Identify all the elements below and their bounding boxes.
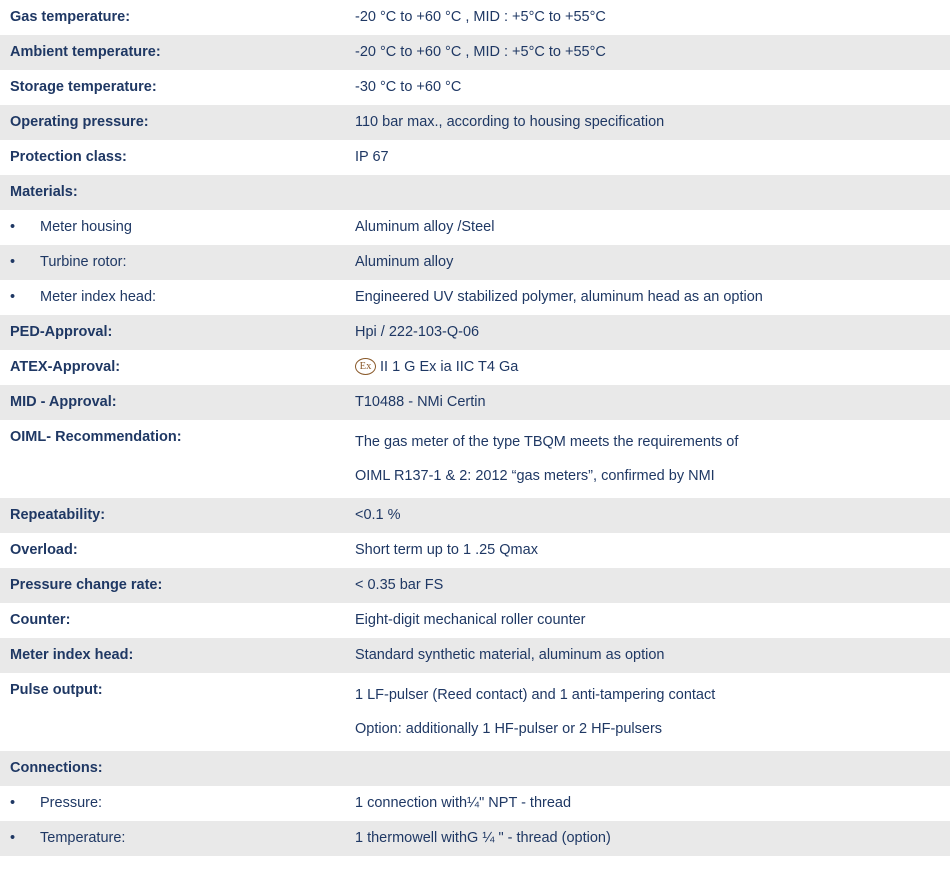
- table-row: [0, 140, 950, 175]
- table-row: [0, 568, 950, 603]
- spec-value-cell: [345, 786, 950, 821]
- table-row: [0, 315, 950, 350]
- spec-value-line: 1 connection with¼" NPT - thread: [355, 795, 572, 811]
- spec-label-text: Pressure change rate:: [10, 577, 163, 593]
- bullet-label: [0, 210, 345, 245]
- bullet-icon: •: [10, 219, 16, 235]
- spec-value-cell: [345, 821, 950, 856]
- spec-label-cell: [0, 603, 345, 638]
- spec-value-cell: [345, 280, 950, 315]
- spec-label-text: Connections:: [10, 760, 103, 776]
- spec-label-text: [0, 856, 345, 872]
- spec-value-line: Option: additionally 1 HF-pulser or 2 HF-pulsers: [355, 721, 663, 737]
- table-row: [0, 280, 950, 315]
- spec-value-text: [345, 175, 950, 191]
- spec-value-cell: [345, 751, 950, 786]
- spec-value-cell: [345, 70, 950, 105]
- spec-label-cell: [0, 821, 345, 856]
- spec-label-cell: [0, 673, 345, 751]
- spec-value-line: Hpi / 222-103-Q-06: [355, 324, 480, 340]
- spec-value-text: [345, 245, 950, 280]
- spec-value-text: [345, 568, 950, 603]
- spec-value-cell: [345, 245, 950, 280]
- spec-label-cell: [0, 175, 345, 210]
- table-row: [0, 245, 950, 280]
- spec-value-cell: [345, 175, 950, 210]
- spec-value-line: II 1 G Ex ia IIC T4 Ga: [380, 359, 519, 375]
- spec-label-text: OIML- Recommendation:: [10, 429, 182, 445]
- spec-label-text: ATEX-Approval:: [10, 359, 121, 375]
- spec-label-text: Pulse output:: [10, 682, 103, 698]
- spec-value-cell: [345, 498, 950, 533]
- spec-label-text: Meter housing: [40, 219, 132, 235]
- spec-label-text: Protection class:: [10, 149, 127, 165]
- spec-label-text: Turbine rotor:: [40, 254, 127, 270]
- spec-value-cell: [345, 350, 950, 385]
- spec-value-cell: [345, 420, 950, 498]
- spec-label-text: Operating pressure:: [10, 114, 149, 130]
- spec-value-cell: [345, 105, 950, 140]
- spec-value-cell: [345, 210, 950, 245]
- spec-label-text: Repeatability:: [10, 507, 106, 523]
- spec-value-line: Short term up to 1 .25 Qmax: [355, 542, 538, 558]
- spec-label-cell: [0, 0, 345, 35]
- spec-value-text: [345, 673, 950, 751]
- spec-label-text: Counter:: [10, 612, 71, 628]
- table-row: [0, 533, 950, 568]
- bullet-label: [0, 786, 345, 821]
- spec-value-line: Aluminum alloy: [355, 254, 454, 270]
- spec-label-text: Gas temperature:: [10, 9, 131, 25]
- spec-label-text: Meter index head:: [10, 647, 134, 663]
- spec-label-text: Storage temperature:: [10, 79, 157, 95]
- spec-value-cell: [345, 856, 950, 891]
- spec-value-line: Eight-digit mechanical roller counter: [355, 612, 586, 628]
- spec-value-cell: [345, 568, 950, 603]
- spec-value-text: [345, 210, 950, 245]
- spec-label-cell: [0, 70, 345, 105]
- table-row: [0, 603, 950, 638]
- spec-value-line: 1 thermowell withG ¼ " - thread (option): [355, 830, 611, 846]
- spec-label-cell: [0, 751, 345, 786]
- spec-label-cell: [0, 350, 345, 385]
- table-row: [0, 385, 950, 420]
- bullet-label: [0, 821, 345, 856]
- spec-value-line: The gas meter of the type TBQM meets the requirements of: [355, 434, 739, 450]
- spec-value-text: [345, 105, 950, 140]
- spec-value-line: 110 bar max., according to housing specification: [355, 114, 665, 130]
- spec-label-cell: [0, 140, 345, 175]
- spec-label-cell: [0, 498, 345, 533]
- bullet-icon: •: [10, 795, 16, 811]
- spec-label-cell: [0, 210, 345, 245]
- table-row: [0, 70, 950, 105]
- table-row: [0, 0, 950, 35]
- spec-label-text: Ambient temperature:: [10, 44, 161, 60]
- spec-value-cell: [345, 603, 950, 638]
- table-row: [0, 498, 950, 533]
- spec-value-text: [345, 533, 950, 568]
- spec-value-cell: [345, 315, 950, 350]
- table-row: [0, 751, 950, 786]
- spec-value-cell: [345, 533, 950, 568]
- spec-label-cell: [0, 105, 345, 140]
- spec-value-line: 1 LF-pulser (Reed contact) and 1 anti-tampering contact: [355, 687, 716, 703]
- spec-value-cell: [345, 673, 950, 751]
- spec-value-cell: [345, 638, 950, 673]
- spec-label-cell: [0, 638, 345, 673]
- spec-value-text: [345, 315, 950, 350]
- table-row: [0, 175, 950, 210]
- bullet-icon: •: [10, 830, 16, 846]
- spec-label-cell: [0, 533, 345, 568]
- spec-value-text: [345, 385, 950, 420]
- spec-value-text: [345, 638, 950, 673]
- bullet-label: [0, 245, 345, 280]
- spec-value-text: [345, 603, 950, 638]
- table-row: [0, 856, 950, 891]
- bullet-icon: •: [10, 254, 16, 270]
- spec-value-text: [345, 821, 950, 856]
- spec-value-line: Standard synthetic material, aluminum as option: [355, 647, 665, 663]
- table-row: [0, 105, 950, 140]
- spec-label-cell: [0, 245, 345, 280]
- table-row: [0, 786, 950, 821]
- spec-value-text: [345, 70, 950, 105]
- spec-value-line: Aluminum alloy /Steel: [355, 219, 495, 235]
- spec-value-text: [345, 498, 950, 533]
- table-row: [0, 210, 950, 245]
- spec-label-cell: [0, 315, 345, 350]
- spec-value-line: < 0.35 bar FS: [355, 577, 444, 593]
- spec-value-line: IP 67: [355, 149, 389, 165]
- spec-value-line: -20 °C to +60 °C , MID : +5°C to +55°C: [355, 44, 606, 60]
- spec-label-cell: [0, 856, 345, 891]
- spec-label-text: PED-Approval:: [10, 324, 113, 340]
- spec-value-line: Engineered UV stabilized polymer, aluminum head as an option: [355, 289, 763, 305]
- spec-value-text: [345, 280, 950, 315]
- spec-label-text: MID - Approval:: [10, 394, 117, 410]
- spec-value-text: [345, 350, 950, 385]
- table-row: [0, 350, 950, 385]
- spec-value-text: [345, 35, 950, 70]
- spec-label-cell: [0, 786, 345, 821]
- spec-label-text: Meter index head:: [40, 289, 157, 305]
- table-row: [0, 420, 950, 498]
- spec-value-cell: [345, 140, 950, 175]
- spec-label-text: Temperature:: [40, 830, 126, 846]
- spec-value-cell: [345, 0, 950, 35]
- spec-label-cell: [0, 280, 345, 315]
- spec-value-line: T10488 - NMi Certin: [355, 394, 486, 410]
- table-row: [0, 673, 950, 751]
- spec-value-text: [345, 856, 950, 872]
- spec-label-text: Overload:: [10, 542, 78, 558]
- spec-label-text: Pressure:: [40, 795, 103, 811]
- spec-value-text: [345, 786, 950, 821]
- ex-atex-icon: Ex: [355, 358, 376, 375]
- table-row: [0, 821, 950, 856]
- table-row: [0, 35, 950, 70]
- bullet-label: [0, 280, 345, 315]
- spec-label-cell: [0, 420, 345, 498]
- spec-value-line: OIML R137-1 & 2: 2012 “gas meters”, confirmed by NMI: [355, 468, 715, 484]
- bullet-icon: •: [10, 289, 16, 305]
- spec-value-text: [345, 420, 950, 498]
- spec-label-cell: [0, 385, 345, 420]
- spec-label-cell: [0, 568, 345, 603]
- spec-label-cell: [0, 35, 345, 70]
- spec-value-line: -30 °C to +60 °C: [355, 79, 462, 95]
- spec-value-text: [345, 0, 950, 35]
- spec-value-line: <0.1 %: [355, 507, 401, 523]
- spec-value-cell: [345, 385, 950, 420]
- spec-value-line: -20 °C to +60 °C , MID : +5°C to +55°C: [355, 9, 606, 25]
- spec-value-text: [345, 140, 950, 175]
- table-row: [0, 638, 950, 673]
- spec-value-cell: [345, 35, 950, 70]
- spec-value-text: [345, 751, 950, 767]
- spec-label-text: Materials:: [10, 184, 78, 200]
